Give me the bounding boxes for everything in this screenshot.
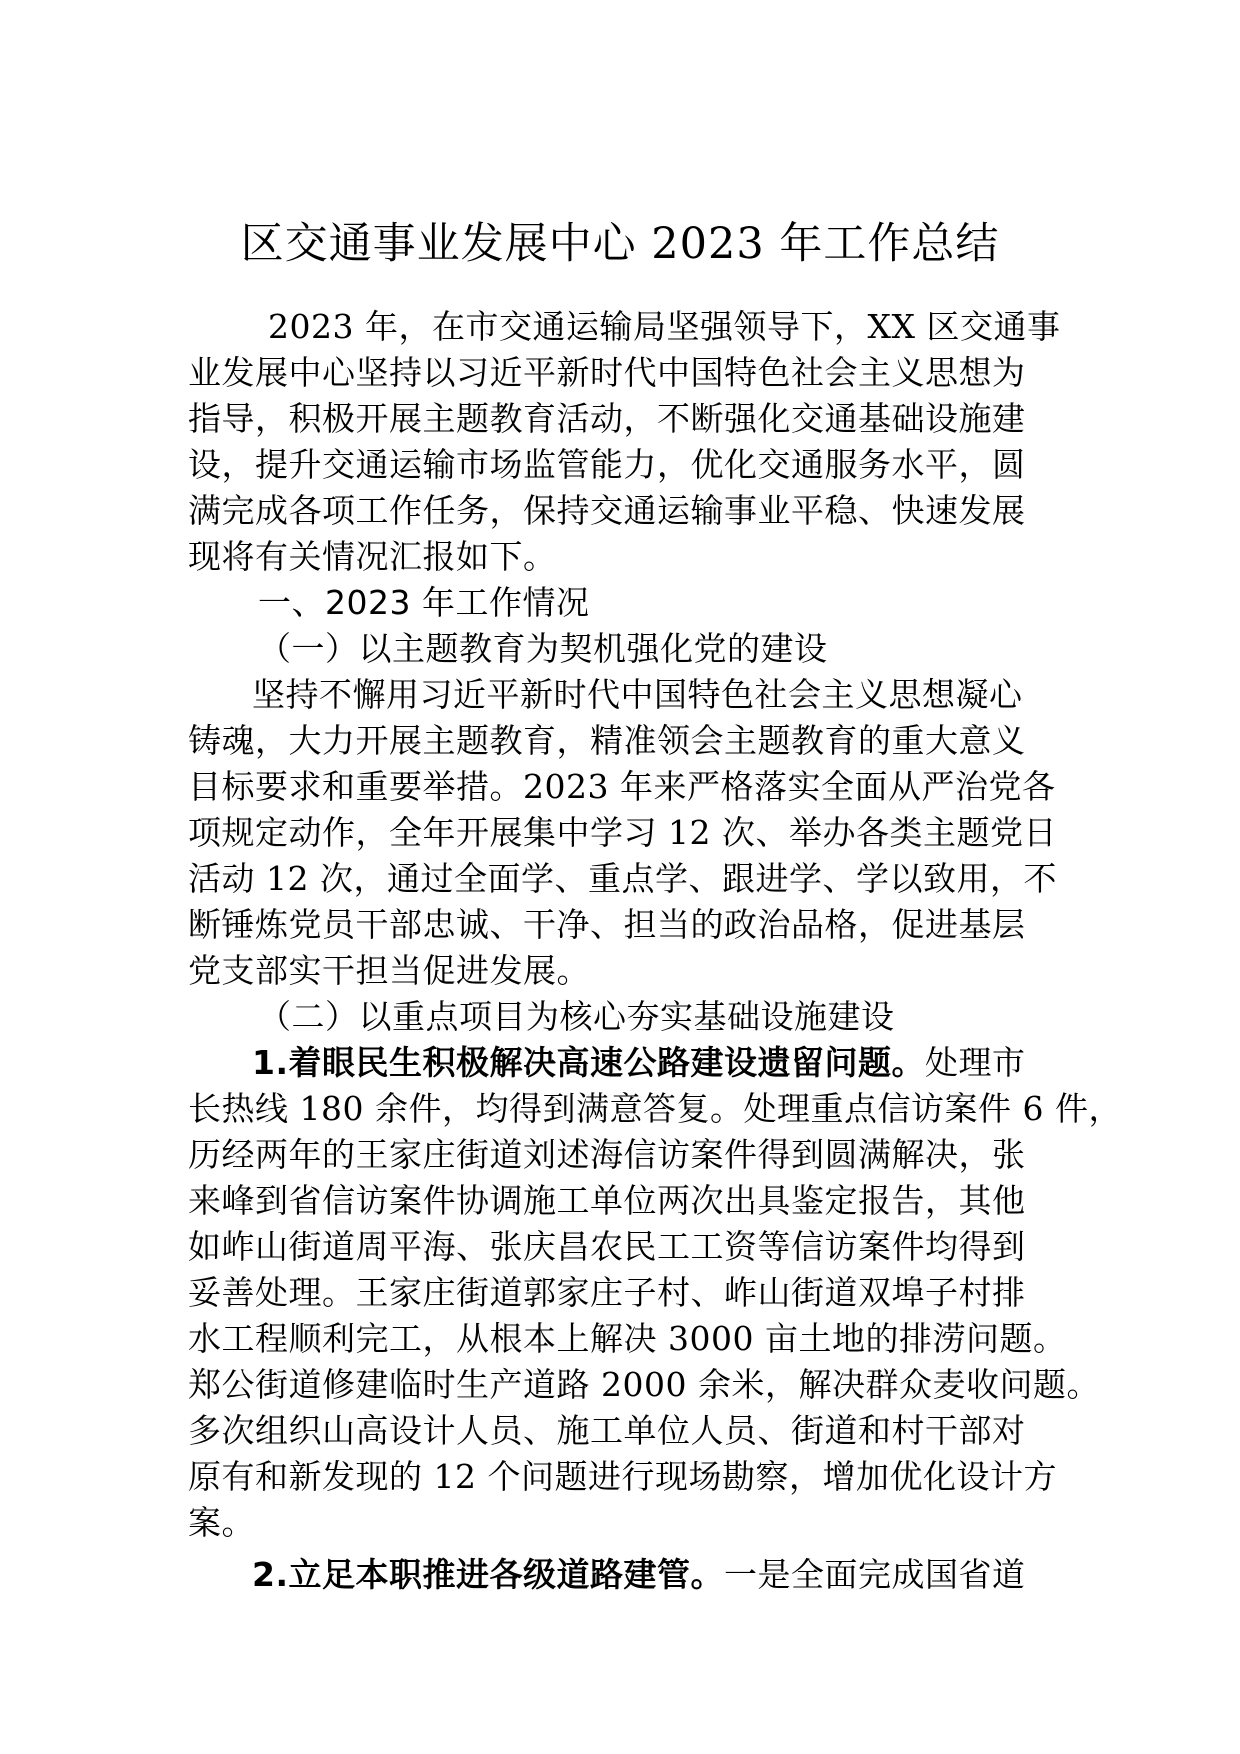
item-bold-lead: 2.立足本职推进各级道路建管。 [252, 1555, 724, 1594]
subsection-heading: （一）以主题教育为契机强化党的建设 [258, 629, 828, 668]
body-line: 项规定动作，全年开展集中学习 12 次、举办各类主题党日 [188, 813, 1057, 852]
subsection-heading: （二）以重点项目为核心夯实基础设施建设 [258, 997, 895, 1036]
intro-line: 设，提升交通运输市场监管能力，优化交通服务水平，圆 [188, 445, 1026, 484]
item-lead-text: 一是全面完成国省道 [724, 1555, 1026, 1594]
body-line: 活动 12 次，通过全面学、重点学、跟进学、学以致用，不 [188, 859, 1057, 898]
intro-line: 现将有关情况汇报如下。 [188, 537, 557, 576]
intro-line: 2023 年，在市交通运输局坚强领导下，XX 区交通事 [268, 307, 1061, 346]
intro-line: 满完成各项工作任务，保持交通运输事业平稳、快速发展 [188, 491, 1026, 530]
body-line: 坚持不懈用习近平新时代中国特色社会主义思想凝心 [252, 675, 1023, 714]
body-line: 郑公街道修建临时生产道路 2000 余米，解决群众麦收问题。 [188, 1365, 1100, 1404]
intro-line: 业发展中心坚持以习近平新时代中国特色社会主义思想为 [188, 353, 1026, 392]
item-bold-lead: 1.着眼民生积极解决高速公路建设遗留问题。 [252, 1043, 925, 1082]
section-heading: 一、2023 年工作情况 [258, 583, 590, 622]
item-first-line [252, 1040, 1026, 1086]
intro-line: 指导，积极开展主题教育活动，不断强化交通基础设施建 [188, 399, 1026, 438]
item-lead-text: 处理市 [925, 1043, 1026, 1082]
body-line: 多次组织山高设计人员、施工单位人员、街道和村干部对 [188, 1411, 1026, 1450]
body-line: 妥善处理。王家庄街道郭家庄子村、岞山街道双埠子村排 [188, 1273, 1026, 1312]
item-first-line [252, 1552, 1026, 1598]
body-line: 案。 [188, 1503, 255, 1542]
body-line: 长热线 180 余件，均得到满意答复。处理重点信访案件 6 件， [188, 1089, 1122, 1128]
body-line: 来峰到省信访案件协调施工单位两次出具鉴定报告，其他 [188, 1181, 1026, 1220]
body-line: 水工程顺利完工，从根本上解决 3000 亩土地的排涝问题。 [188, 1319, 1067, 1358]
body-line: 党支部实干担当促进发展。 [188, 951, 590, 990]
body-line: 目标要求和重要举措。2023 年来严格落实全面从严治党各 [188, 767, 1056, 806]
body-line: 原有和新发现的 12 个问题进行现场勘察，增加优化设计方 [188, 1457, 1057, 1496]
body-line: 如岞山街道周平海、张庆昌农民工工资等信访案件均得到 [188, 1227, 1026, 1266]
document-title: 区交通事业发展中心 2023 年工作总结 [240, 219, 1000, 269]
body-line: 断锤炼党员干部忠诚、干净、担当的政治品格，促进基层 [188, 905, 1026, 944]
body-line: 历经两年的王家庄街道刘述海信访案件得到圆满解决，张 [188, 1135, 1026, 1174]
body-line: 铸魂，大力开展主题教育，精准领会主题教育的重大意义 [188, 721, 1026, 760]
